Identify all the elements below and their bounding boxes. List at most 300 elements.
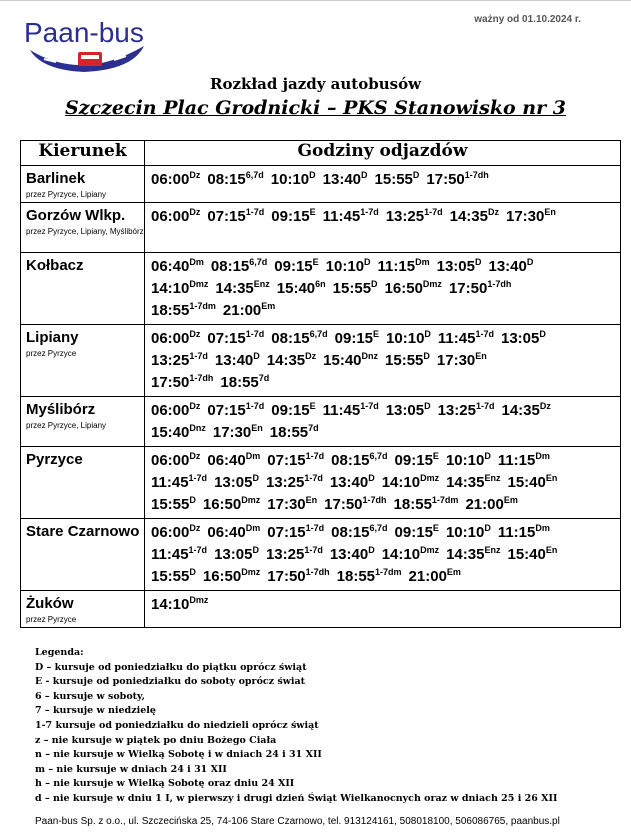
- departures-cell: [145, 519, 621, 591]
- departure-time: 15:40: [323, 352, 362, 369]
- departure-code: D: [474, 257, 482, 267]
- departure: [386, 402, 431, 419]
- departure-time: 08:15: [207, 171, 246, 188]
- departure-code: E: [373, 329, 380, 339]
- departure-code: Enz: [484, 473, 501, 483]
- departure: [270, 424, 319, 441]
- departure: [335, 330, 379, 347]
- departure-code: Dz: [189, 451, 201, 461]
- departures-line: [151, 169, 620, 191]
- table-row: [21, 519, 621, 591]
- departure: [395, 524, 439, 541]
- departure: [375, 171, 420, 188]
- legend-item: z – nie kursuje w piątek po dniu Bożego Ciała: [35, 734, 277, 746]
- departure-code: Dm: [535, 451, 550, 461]
- page-title: Rozkład jazdy autobusów: [210, 75, 421, 93]
- departure-code: Dmz: [420, 473, 440, 483]
- departure: [326, 258, 371, 275]
- departure-code: En: [475, 351, 487, 361]
- departure: [151, 171, 200, 188]
- departures-cell: [145, 325, 621, 397]
- direction-via: przez Pyrzyce, Lipiany: [26, 421, 107, 430]
- departure: [271, 402, 315, 419]
- departure-code: En: [545, 545, 558, 555]
- departure-time: 06:00: [151, 524, 190, 541]
- departure-code: D: [423, 351, 430, 361]
- departure: [330, 474, 375, 491]
- departure-time: 15:55: [374, 171, 413, 188]
- legend-item: E - kursuje od poniedziałku do soboty oprócz świat: [35, 676, 306, 688]
- departure: [151, 302, 216, 319]
- paan-bus-logo: [22, 12, 152, 74]
- direction-name: Gorzów Wlkp.: [26, 207, 126, 224]
- departure: [330, 546, 375, 563]
- departure: [220, 374, 269, 391]
- departures-cell: [145, 166, 621, 203]
- departures-line: [151, 450, 620, 472]
- departure-time: 18:55: [269, 424, 309, 441]
- departure-code: Enz: [484, 545, 501, 555]
- departure: [501, 402, 550, 419]
- departure: [203, 568, 260, 585]
- departure-time: 17:50: [267, 568, 306, 585]
- departure-time: 13:25: [437, 402, 476, 419]
- departure-code: Dnz: [361, 351, 379, 361]
- departure-code: D: [424, 401, 431, 411]
- departure-code: En: [545, 473, 558, 483]
- departure-time: 16:50: [202, 496, 242, 513]
- departure-code: 1-7d: [305, 451, 325, 461]
- departure: [151, 258, 204, 275]
- departure-code: 1-7dh: [305, 567, 330, 577]
- departure: [331, 452, 387, 469]
- departure-time: 16:50: [384, 280, 423, 297]
- departure-time: 18:55: [151, 302, 190, 319]
- departure-time: 16:50: [202, 568, 242, 585]
- departure-code: Dz: [487, 207, 499, 217]
- departure-code: Dmz: [189, 279, 209, 289]
- table-row: [21, 253, 621, 325]
- departure-time: 17:50: [151, 374, 190, 391]
- route-title: Szczecin Plac Grodnicki – PKS Stanowisko nr 3: [65, 97, 566, 119]
- departure-code: D: [189, 567, 196, 577]
- departure-time: 13:40: [322, 171, 362, 188]
- departure-time: 14:35: [266, 352, 306, 369]
- departure-code: D: [484, 523, 491, 533]
- departure: [151, 474, 207, 491]
- departure-code: 1-7d: [188, 473, 208, 483]
- departure-time: 13:05: [214, 546, 253, 563]
- departure: [267, 568, 329, 585]
- departure: [151, 524, 200, 541]
- departure: [382, 474, 439, 491]
- departure: [266, 546, 323, 563]
- departure: [151, 568, 196, 585]
- departure: [437, 352, 487, 369]
- departure: [214, 474, 259, 491]
- departure-time: 21:00: [408, 568, 447, 585]
- direction-name: Stare Czarnowo: [26, 523, 140, 540]
- departure-time: 08:15: [271, 330, 310, 347]
- departure-time: 21:00: [465, 496, 504, 513]
- departure: [267, 352, 316, 369]
- departure: [203, 496, 260, 513]
- departure-time: 11:45: [151, 546, 189, 563]
- departure: [450, 208, 499, 225]
- departure: [426, 171, 488, 188]
- departure: [395, 452, 439, 469]
- departure-time: 15:55: [151, 496, 190, 513]
- departure-code: Dz: [189, 523, 201, 533]
- departure: [438, 402, 495, 419]
- departure: [267, 496, 317, 513]
- departure-time: 08:15: [331, 452, 370, 469]
- departure-time: 15:55: [151, 568, 190, 585]
- departure-code: 1-7d: [424, 207, 443, 217]
- departure-time: 17:50: [426, 171, 465, 188]
- departure: [207, 452, 260, 469]
- departure-time: 09:15: [271, 208, 310, 225]
- departure-time: 13:05: [385, 402, 425, 419]
- departure-time: 14:35: [446, 474, 485, 491]
- departure-time: 21:00: [222, 302, 262, 319]
- departure-time: 10:10: [445, 452, 485, 469]
- departure: [277, 280, 326, 297]
- departure: [271, 171, 316, 188]
- departure-time: 07:15: [207, 208, 246, 225]
- departure-code: Dz: [189, 170, 201, 180]
- departure-time: 09:15: [394, 452, 433, 469]
- departure-time: 10:10: [325, 258, 365, 275]
- departure: [267, 524, 324, 541]
- departure-time: 14:35: [449, 208, 488, 225]
- departure-code: Enz: [253, 279, 270, 289]
- departure-time: 14:10: [151, 280, 190, 297]
- departure-time: 15:40: [507, 474, 546, 491]
- departure-code: 1-7dh: [189, 373, 214, 383]
- departure-time: 11:45: [322, 208, 361, 225]
- departure: [438, 330, 494, 347]
- departure: [378, 258, 430, 275]
- departure-code: D: [189, 495, 196, 505]
- departure-time: 13:40: [214, 352, 254, 369]
- direction-name: Pyrzyce: [26, 451, 83, 468]
- departure: [323, 171, 368, 188]
- departure-time: 17:50: [448, 280, 488, 297]
- departure-code: Em: [503, 495, 518, 505]
- departure-code: Dz: [539, 401, 551, 411]
- departure-time: 08:15: [331, 524, 370, 541]
- departure-time: 18:55: [220, 374, 259, 391]
- table-row: [21, 591, 621, 628]
- legend-item: h – nie kursuje w Wielką Sobotę oraz dniu 24 XII: [35, 778, 295, 790]
- departure-code: Dmz: [241, 567, 261, 577]
- departure-time: 11:45: [151, 474, 189, 491]
- departure: [151, 330, 200, 347]
- departure-code: 1-7d: [475, 329, 494, 339]
- departure-code: E: [309, 401, 316, 411]
- departures-line: [151, 278, 620, 300]
- departure-code: D: [484, 451, 491, 461]
- departure-time: 09:15: [274, 258, 313, 275]
- departure-code: E: [312, 257, 319, 267]
- table-row: [21, 203, 621, 253]
- departure-time: 11:45: [322, 402, 361, 419]
- valid-from: ważny od 01.10.2024 r.: [474, 14, 581, 25]
- departure-code: E: [432, 523, 439, 533]
- direction-via: przez Pyrzyce, Lipiany: [26, 190, 107, 199]
- departure: [331, 524, 387, 541]
- departure-code: D: [309, 170, 316, 180]
- departure-time: 14:35: [501, 402, 540, 419]
- departure: [213, 424, 263, 441]
- departure-time: 13:40: [329, 474, 369, 491]
- departure-code: Dm: [245, 523, 261, 533]
- departure: [385, 280, 442, 297]
- table-row: [21, 325, 621, 397]
- departure: [465, 496, 517, 513]
- departure-code: 1-7d: [245, 329, 265, 339]
- departure-time: 13:25: [265, 474, 305, 491]
- departure-code: 7d: [258, 373, 270, 383]
- departure-time: 08:15: [210, 258, 250, 275]
- departure-code: Dmz: [189, 595, 209, 605]
- timetable: [20, 140, 621, 628]
- departure-code: 1-7d: [360, 207, 379, 217]
- departure-code: Dmz: [420, 545, 440, 555]
- departure-code: 6,7d: [309, 329, 328, 339]
- departure-time: 13:40: [488, 258, 527, 275]
- direction-name: Kołbacz: [26, 257, 84, 274]
- departure-time: 09:15: [271, 402, 310, 419]
- departure-code: 1-7d: [189, 351, 208, 361]
- departure: [385, 352, 430, 369]
- departure-code: D: [252, 545, 259, 555]
- departure: [151, 280, 208, 297]
- departure-time: 06:00: [151, 330, 190, 347]
- departure-time: 06:00: [151, 402, 190, 419]
- departure-code: Dmz: [241, 495, 261, 505]
- departure-time: 13:05: [436, 258, 475, 275]
- departure-time: 17:30: [212, 424, 252, 441]
- departure: [323, 208, 379, 225]
- direction-name: Barlinek: [26, 170, 86, 187]
- departure-code: 6n: [315, 279, 326, 289]
- departure-code: 1-7dm: [189, 301, 216, 311]
- departure-code: Dmz: [422, 279, 442, 289]
- departure-code: 1-7d: [245, 207, 265, 217]
- departures-line: [151, 494, 620, 516]
- departure: [207, 171, 263, 188]
- departure: [498, 452, 550, 469]
- departure-time: 15:40: [507, 546, 546, 563]
- departures-line: [151, 256, 620, 278]
- departure: [382, 546, 439, 563]
- departure: [506, 208, 556, 225]
- direction-via: przez Pyrzyce: [26, 349, 77, 358]
- departure-code: Dnz: [189, 423, 206, 433]
- departure-time: 14:10: [151, 596, 190, 613]
- departure-time: 13:05: [500, 330, 540, 347]
- departure-time: 15:55: [332, 280, 372, 297]
- departure-code: D: [368, 545, 375, 555]
- table-row: [21, 397, 621, 447]
- departure-code: 6,7d: [369, 451, 388, 461]
- departures-line: [151, 522, 620, 544]
- departure-time: 07:15: [207, 330, 246, 347]
- departure: [386, 208, 443, 225]
- departure-code: 1-7dm: [431, 495, 459, 505]
- departure: [498, 524, 550, 541]
- departure: [207, 402, 264, 419]
- departure: [323, 352, 378, 369]
- departure: [151, 208, 200, 225]
- departure-time: 07:15: [267, 524, 306, 541]
- legend-title: Legenda:: [35, 647, 84, 658]
- departure-time: 13:25: [385, 208, 425, 225]
- departures-line: [151, 350, 620, 372]
- legend-item: D – kursuje od poniedziałku do piątku oprócz świąt: [35, 661, 307, 673]
- svg-text:Paan-bus: Paan-bus: [24, 17, 144, 48]
- departure-time: 15:55: [385, 352, 424, 369]
- departure-code: D: [539, 329, 546, 339]
- departure: [446, 452, 491, 469]
- departure: [337, 568, 402, 585]
- departure: [215, 280, 269, 297]
- departure: [151, 596, 208, 613]
- departure-time: 10:10: [270, 171, 310, 188]
- departures-line: [151, 328, 620, 350]
- departure-code: 1-7dh: [487, 279, 512, 289]
- direction-cell: [21, 519, 145, 591]
- col-times: Godziny odjazdów: [145, 141, 621, 166]
- departure: [207, 330, 264, 347]
- departure-code: 1-7d: [245, 401, 265, 411]
- departure-time: 18:55: [393, 496, 432, 513]
- departure-time: 06:40: [207, 524, 246, 541]
- departure-time: 11:15: [497, 524, 536, 541]
- departure-code: 1-7dm: [375, 567, 402, 577]
- departure: [151, 546, 207, 563]
- departure-time: 13:25: [151, 352, 190, 369]
- departure-time: 17:30: [436, 352, 476, 369]
- departure-time: 09:15: [394, 524, 433, 541]
- legend: [35, 646, 557, 807]
- legend-item: m – nie kursuje w dniach 24 i 31 XII: [35, 763, 227, 775]
- departure: [507, 546, 557, 563]
- departure-time: 15:40: [276, 280, 316, 297]
- departure: [449, 280, 511, 297]
- departure: [151, 352, 208, 369]
- departure-code: E: [309, 207, 316, 217]
- direction-cell: [21, 203, 145, 253]
- departure: [151, 402, 200, 419]
- departures-line: [151, 372, 620, 394]
- departure: [446, 546, 500, 563]
- legend-item: 6 – kursuje w soboty,: [35, 690, 145, 702]
- top-border: [0, 0, 631, 1]
- departures-cell: [145, 203, 621, 253]
- departure-time: 11:15: [377, 258, 416, 275]
- departure-code: D: [371, 279, 378, 289]
- departure-time: 17:30: [267, 496, 306, 513]
- departure-time: 13:25: [265, 546, 305, 563]
- departure-time: 14:10: [381, 474, 421, 491]
- legend-item: 1-7 kursuje od poniedziałku do niedzieli oprócz świąt: [35, 719, 319, 731]
- departure-time: 10:10: [445, 524, 485, 541]
- departure-code: 7d: [308, 423, 319, 433]
- direction-cell: [21, 253, 145, 325]
- departure-code: E: [432, 451, 439, 461]
- departure-time: 06:40: [151, 258, 190, 275]
- departure-code: Dm: [245, 451, 261, 461]
- departure-code: En: [544, 207, 556, 217]
- direction-name: Myślibórz: [26, 401, 96, 418]
- departure: [446, 474, 500, 491]
- departure-code: Dz: [305, 351, 317, 361]
- departure-code: D: [364, 257, 371, 267]
- departure-code: 1-7d: [304, 473, 323, 483]
- departure-code: D: [361, 170, 368, 180]
- departure: [386, 330, 431, 347]
- departure-code: 6,7d: [245, 170, 264, 180]
- departure-code: 1-7d: [304, 545, 323, 555]
- departure: [488, 258, 533, 275]
- departure-time: 06:00: [151, 208, 190, 225]
- departure-time: 09:15: [334, 330, 374, 347]
- departure-time: 10:10: [386, 330, 425, 347]
- departure-time: 15:40: [151, 424, 190, 441]
- departure-code: 1-7d: [188, 545, 208, 555]
- departure: [394, 496, 459, 513]
- departure: [151, 452, 200, 469]
- departure: [507, 474, 557, 491]
- departure-code: 1-7d: [360, 401, 379, 411]
- departure: [333, 280, 378, 297]
- departure-time: 11:15: [497, 452, 536, 469]
- departure: [151, 496, 196, 513]
- departure: [266, 474, 323, 491]
- departure-time: 07:15: [267, 452, 306, 469]
- departure: [437, 258, 482, 275]
- departure: [223, 302, 275, 319]
- departures-line: [151, 566, 620, 588]
- departure-time: 14:10: [381, 546, 421, 563]
- departure-code: D: [368, 473, 375, 483]
- departure-time: 11:45: [437, 330, 476, 347]
- departure-time: 17:50: [324, 496, 363, 513]
- direction-via: przez Pyrzyce: [26, 615, 77, 624]
- departures-line: [151, 422, 620, 444]
- departure-code: D: [412, 170, 420, 180]
- departure: [214, 546, 259, 563]
- direction-cell: [21, 166, 145, 203]
- departure: [501, 330, 546, 347]
- departure: [151, 424, 206, 441]
- departure: [267, 452, 324, 469]
- departure-code: 1-7dh: [362, 495, 387, 505]
- departure: [323, 402, 379, 419]
- departure: [151, 374, 213, 391]
- departure-code: En: [251, 423, 263, 433]
- departure-code: Dz: [189, 207, 201, 217]
- departure-time: 18:55: [336, 568, 376, 585]
- direction-cell: [21, 591, 145, 628]
- direction-via: przez Pyrzyce, Lipiany, Myślibórz: [26, 227, 144, 236]
- departure-code: 1-7dh: [464, 170, 489, 180]
- departures-line: [151, 206, 620, 228]
- departure: [274, 258, 318, 275]
